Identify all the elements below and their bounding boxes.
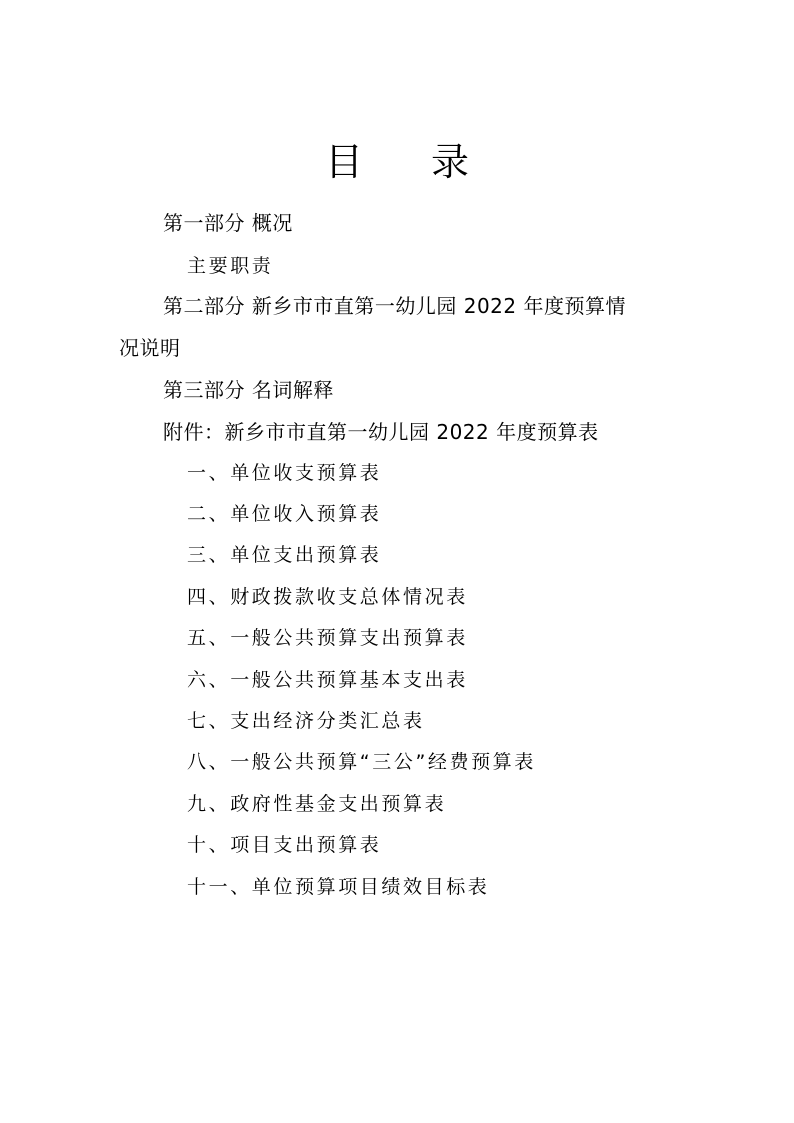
toc-appendix-item: 十、项目支出预算表	[187, 834, 382, 856]
toc-appendix-item: 四、财政拨款收支总体情况表	[187, 586, 468, 608]
toc-appendix-item: 二、单位收入预算表	[187, 503, 382, 525]
toc-part1-item: 主要职责	[187, 255, 274, 277]
toc-appendix-item: 一、单位收支预算表	[187, 462, 382, 484]
toc-appendix-item: 五、一般公共预算支出预算表	[187, 627, 468, 649]
toc-part2-heading: 第二部分 新乡市市直第一幼儿园 2022 年度预算情	[163, 294, 626, 318]
toc-appendix-heading: 附件：新乡市市直第一幼儿园 2022 年度预算表	[163, 420, 599, 444]
toc-appendix-item: 三、单位支出预算表	[187, 544, 382, 566]
toc-part3-heading: 第三部分 名词解释	[163, 378, 334, 402]
toc-appendix-item: 九、政府性基金支出预算表	[187, 793, 447, 815]
toc-part1-heading: 第一部分 概况	[163, 211, 293, 235]
toc-appendix-item: 六、一般公共预算基本支出表	[187, 669, 468, 691]
toc-appendix-item: 八、一般公共预算“三公”经费预算表	[187, 751, 536, 773]
page-title: 目 录	[324, 140, 498, 184]
toc-part2-heading-continued: 况说明	[119, 336, 181, 360]
toc-appendix-item: 七、支出经济分类汇总表	[187, 710, 425, 732]
toc-appendix-item: 十一、单位预算项目绩效目标表	[187, 876, 490, 898]
